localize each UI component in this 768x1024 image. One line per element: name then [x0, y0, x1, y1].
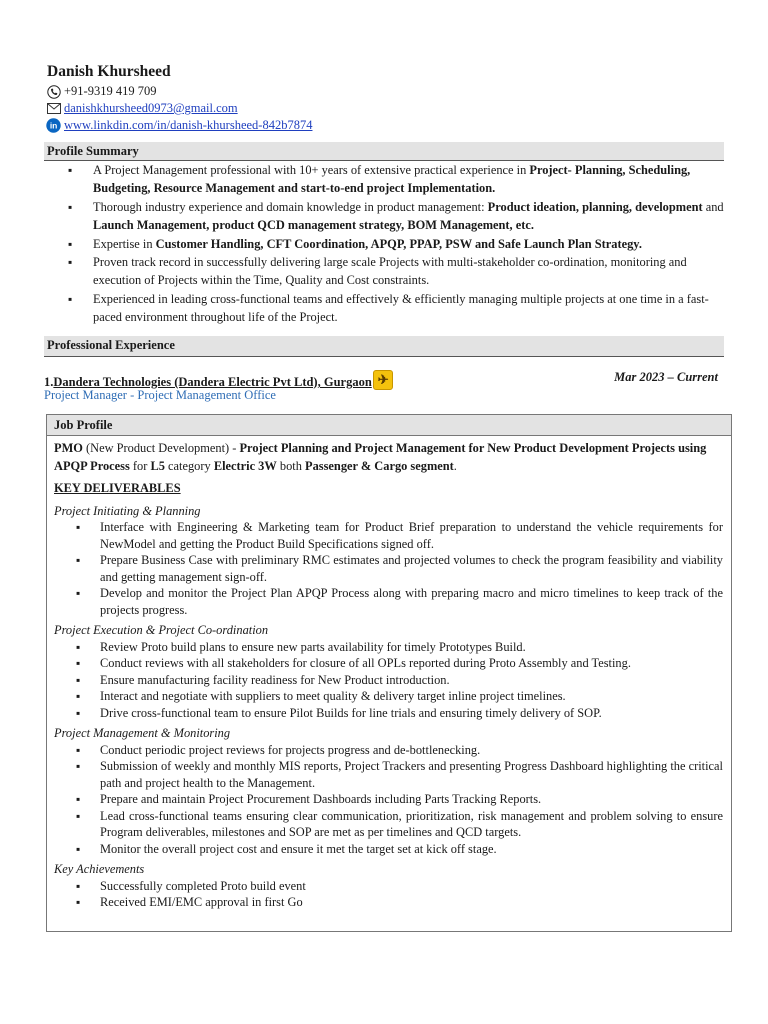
company-logo-icon: ✈: [373, 370, 393, 390]
list-item: ▪ Prepare and maintain Project Procurement Dashboards including Parts Tracking Reports.: [54, 791, 723, 808]
linkedin-icon: [46, 119, 61, 133]
list-item: ▪ Develop and monitor the Project Plan APQP Process along with preparing macro and micro timelines to keep track of the projects progress.: [54, 585, 723, 618]
email-line: [46, 101, 238, 116]
key-deliverables-heading: KEY DELIVERABLES: [54, 481, 181, 495]
group-title: Key Achievements: [54, 862, 145, 876]
envelope-icon: [46, 102, 61, 116]
summary-item: ▪ Experienced in leading cross-functional teams and effectively & efficiently managing multiple projects at one time in a fast-paced environment throughout life of the Project.: [46, 290, 726, 327]
list-item: ▪ Received EMI/EMC approval in first Go: [54, 894, 723, 911]
group-title: Project Management & Monitoring: [54, 726, 231, 740]
job-number: 1.: [44, 375, 54, 389]
profile-summary-list: [46, 161, 726, 327]
list-item: ▪ Ensure manufacturing facility readiness for New Product introduction.: [54, 672, 723, 689]
phone-line: [46, 84, 156, 99]
job-date: Mar 2023 – Current: [614, 370, 718, 384]
summary-item: ▪ A Project Management professional with 10+ years of extensive practical experience in Project- Planning, Scheduling, Budgeting, Resource Management and start-to-end project Implementation.: [46, 161, 726, 198]
job-title-line: [44, 370, 720, 390]
phone-number: +91-9319 419 709: [64, 84, 157, 98]
list-item: ▪ Drive cross-functional team to ensure Pilot Builds for line trials and ensuring timely delivery of SOP.: [54, 705, 723, 722]
list-item: ▪ Interface with Engineering & Marketing team for Product Brief preparation to understand the vehicle requirements for NewModel and getting the Product Build Specifications signed off.: [54, 519, 723, 552]
list-item: ▪ Conduct periodic project reviews for projects progress and de-bottlenecking.: [54, 742, 723, 759]
pmo-description: PMO (New Product Development) - Project Planning and Project Management for New Product Development Projects using APQP Process for L5 category Electric 3W both Passenger & Cargo segment.: [54, 441, 707, 473]
company-name: Dandera Technologies (Dandera Electric Pvt Ltd), Gurgaon: [53, 375, 372, 389]
list-item: ▪ Monitor the overall project cost and ensure it met the target set at kick off stage.: [54, 841, 723, 858]
job-role: Project Manager - Project Management Office: [44, 388, 276, 402]
linkedin-line: [46, 118, 312, 133]
list-item: ▪ Successfully completed Proto build event: [54, 878, 723, 895]
summary-item: ▪ Proven track record in successfully delivering large scale Projects with multi-stakeholder co-ordination, monitoring and execution of Projects within the Time, Quality and Cost constraints.: [46, 253, 726, 290]
summary-item: ▪ Thorough industry experience and domain knowledge in product management: Product ideation, planning, development and Launch Management, product QCD management strategy, BOM Management, etc.: [46, 198, 726, 235]
group-title: Project Initiating & Planning: [54, 503, 201, 518]
list-item: ▪ Review Proto build plans to ensure new parts availability for timely Prototypes Build.: [54, 639, 723, 656]
summary-item: ▪ Expertise in Customer Handling, CFT Coordination, APQP, PPAP, PSW and Safe Launch Plan Strategy.: [46, 235, 726, 253]
candidate-name: Danish Khursheed: [47, 63, 171, 80]
job-profile-heading: Job Profile: [47, 415, 731, 436]
job-profile-box: [46, 414, 732, 932]
profile-summary-heading: Profile Summary: [44, 142, 724, 161]
svg-text:in: in: [49, 120, 58, 131]
professional-experience-heading: Professional Experience: [44, 336, 724, 357]
list-item: ▪ Conduct reviews with all stakeholders for closure of all OPLs reported during Proto Assembly and Testing.: [54, 655, 723, 672]
list-item: ▪ Submission of weekly and monthly MIS reports, Project Trackers and presenting Progress Dashboard highlighting the critical path and project health to the Management.: [54, 758, 723, 791]
linkedin-link[interactable]: www.linkdin.com/in/danish-khursheed-842b7874: [64, 118, 313, 132]
phone-icon: [46, 85, 61, 99]
group-title: Project Execution & Project Co-ordination: [54, 623, 269, 637]
email-link[interactable]: danishkhursheed0973@gmail.com: [64, 101, 238, 115]
list-item: ▪ Prepare Business Case with preliminary RMC estimates and projected volumes to check the program feasibility and viability and getting management sign-off.: [54, 552, 723, 585]
list-item: ▪ Interact and negotiate with suppliers to meet quality & delivery target inline project timelines.: [54, 688, 723, 705]
list-item: ▪ Lead cross-functional teams ensuring clear communication, prioritization, risk management and problem solving to ensure Program deliverables, milestones and SOP are met as per timelines and QCD targets.: [54, 808, 723, 841]
